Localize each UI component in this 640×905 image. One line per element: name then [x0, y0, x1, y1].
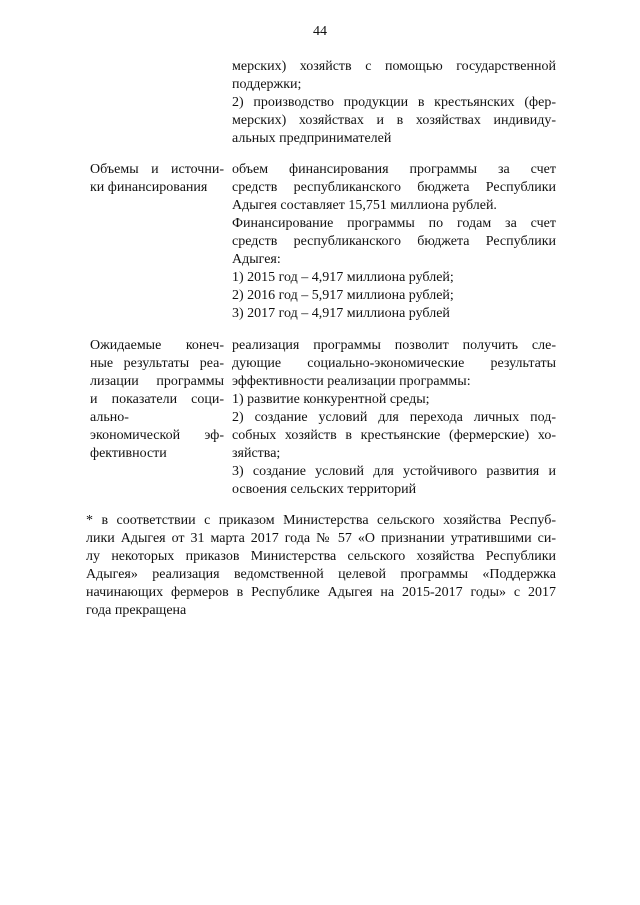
results-label-line: ные результаты реа-: [90, 356, 224, 371]
continuation-line: 2) производство продукции в крестьянских (фер-: [232, 95, 556, 110]
footnote-line: года прекращена: [86, 603, 187, 618]
page-number: 44: [313, 24, 327, 39]
results-text-line: дующие социально-экономические результаты: [232, 356, 556, 371]
funding-text-line: объем финансирования программы за счет: [232, 162, 556, 177]
funding-label-line: ки финансирования: [90, 180, 208, 195]
continuation-line: поддержки;: [232, 77, 302, 92]
footnote-line: Адыгея» реализация ведомственной целевой программы «Поддержка: [86, 567, 556, 582]
funding-text-line: 3) 2017 год – 4,917 миллиона рублей: [232, 306, 450, 321]
results-label-line: Ожидаемые конеч-: [90, 338, 224, 353]
results-text-line: собных хозяйств в крестьянские (фермерские) хо-: [232, 428, 556, 443]
results-text-line: 1) развитие конкурентной среды;: [232, 392, 430, 407]
results-label-line: экономической эф-: [90, 428, 224, 443]
funding-text-line: средств республиканского бюджета Республики: [232, 234, 556, 249]
footnote-line: начинающих фермеров в Республике Адыгея на 2015-2017 годы» с 2017: [86, 585, 556, 600]
funding-text-line: средств республиканского бюджета Республики: [232, 180, 556, 195]
funding-text-line: Финансирование программы по годам за счет: [232, 216, 556, 231]
footnote-line: лу некоторых приказов Министерства сельского хозяйства Республики: [86, 549, 556, 564]
results-text-line: освоения сельских территорий: [232, 482, 417, 497]
results-text-line: реализация программы позволит получить сле-: [232, 338, 556, 353]
funding-text-line: 2) 2016 год – 5,917 миллиона рублей;: [232, 288, 454, 303]
results-label-line: ально-: [90, 410, 129, 425]
results-text-line: 3) создание условий для устойчивого развития и: [232, 464, 556, 479]
funding-text-line: Адыгея составляет 15,751 миллиона рублей.: [232, 198, 497, 213]
results-label-line: и показатели соци-: [90, 392, 224, 407]
continuation-line: мерских) хозяйств с помощью государственной: [232, 59, 556, 74]
results-text-line: эффективности реализации программы:: [232, 374, 471, 389]
results-text-line: зяйства;: [232, 446, 281, 461]
results-label-line: фективности: [90, 446, 167, 461]
results-label-line: лизации программы: [90, 374, 224, 389]
funding-text-line: Адыгея:: [232, 252, 281, 267]
funding-label-line: Объемы и источни-: [90, 162, 224, 177]
results-text-line: 2) создание условий для перехода личных под-: [232, 410, 556, 425]
footnote-line: * в соответствии с приказом Министерства сельского хозяйства Респуб-: [86, 513, 556, 528]
continuation-line: мерских) хозяйствах и в хозяйствах индивиду-: [232, 113, 556, 128]
funding-text-line: 1) 2015 год – 4,917 миллиона рублей;: [232, 270, 454, 285]
continuation-line: альных предпринимателей: [232, 131, 392, 146]
footnote-line: лики Адыгея от 31 марта 2017 года № 57 «О признании утратившими си-: [86, 531, 556, 546]
